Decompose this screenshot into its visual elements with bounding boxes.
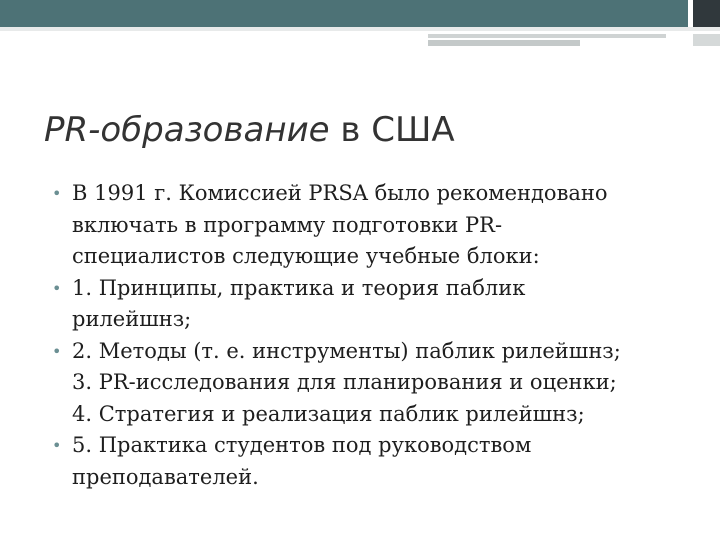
top-decorative-band <box>0 0 720 46</box>
bullet-dot-icon: • <box>52 184 62 203</box>
bullet-line: 1. Принципы, практика и теория паблик <box>72 275 526 300</box>
bullet-item <box>52 430 692 493</box>
bullet-dot-icon: • <box>52 436 62 455</box>
band-light-line <box>0 27 720 31</box>
bullet-line: 2. Методы (т. е. инструменты) паблик рилейшнз; <box>72 338 621 363</box>
bullet-line: специалистов следующие учебные блоки: <box>72 244 540 268</box>
band-shadow-strip-lower <box>428 40 580 46</box>
bullet-list <box>52 178 692 493</box>
bullet-line: 4. Стратегия и реализация паблик рилейшнз; <box>72 401 585 426</box>
bullet-item <box>52 336 692 431</box>
slide-title <box>44 108 455 152</box>
bullet-item <box>52 273 692 336</box>
slide-title-rest: в США <box>329 110 455 150</box>
bullet-line: 5. Практика студентов под руководством <box>72 433 532 457</box>
bullet-line: рилейшнз; <box>72 307 192 331</box>
slide-title-italic: PR-образование <box>44 110 330 150</box>
bullet-line: В 1991 г. Комиссией PRSA было рекомендовано <box>72 181 608 205</box>
bullet-line: преподавателей. <box>72 464 259 489</box>
bullet-item <box>52 178 692 273</box>
band-shadow-corner <box>693 34 720 46</box>
band-dark-block <box>693 0 720 27</box>
bullet-dot-icon: • <box>52 341 62 361</box>
bullet-line: 3. PR-исследования для планирования и оценки; <box>72 370 617 394</box>
band-teal-bar <box>0 0 688 27</box>
bullet-line: включать в программу подготовки PR- <box>72 212 503 237</box>
bullet-dot-icon: • <box>52 278 62 298</box>
band-shadow-strip <box>428 34 666 38</box>
